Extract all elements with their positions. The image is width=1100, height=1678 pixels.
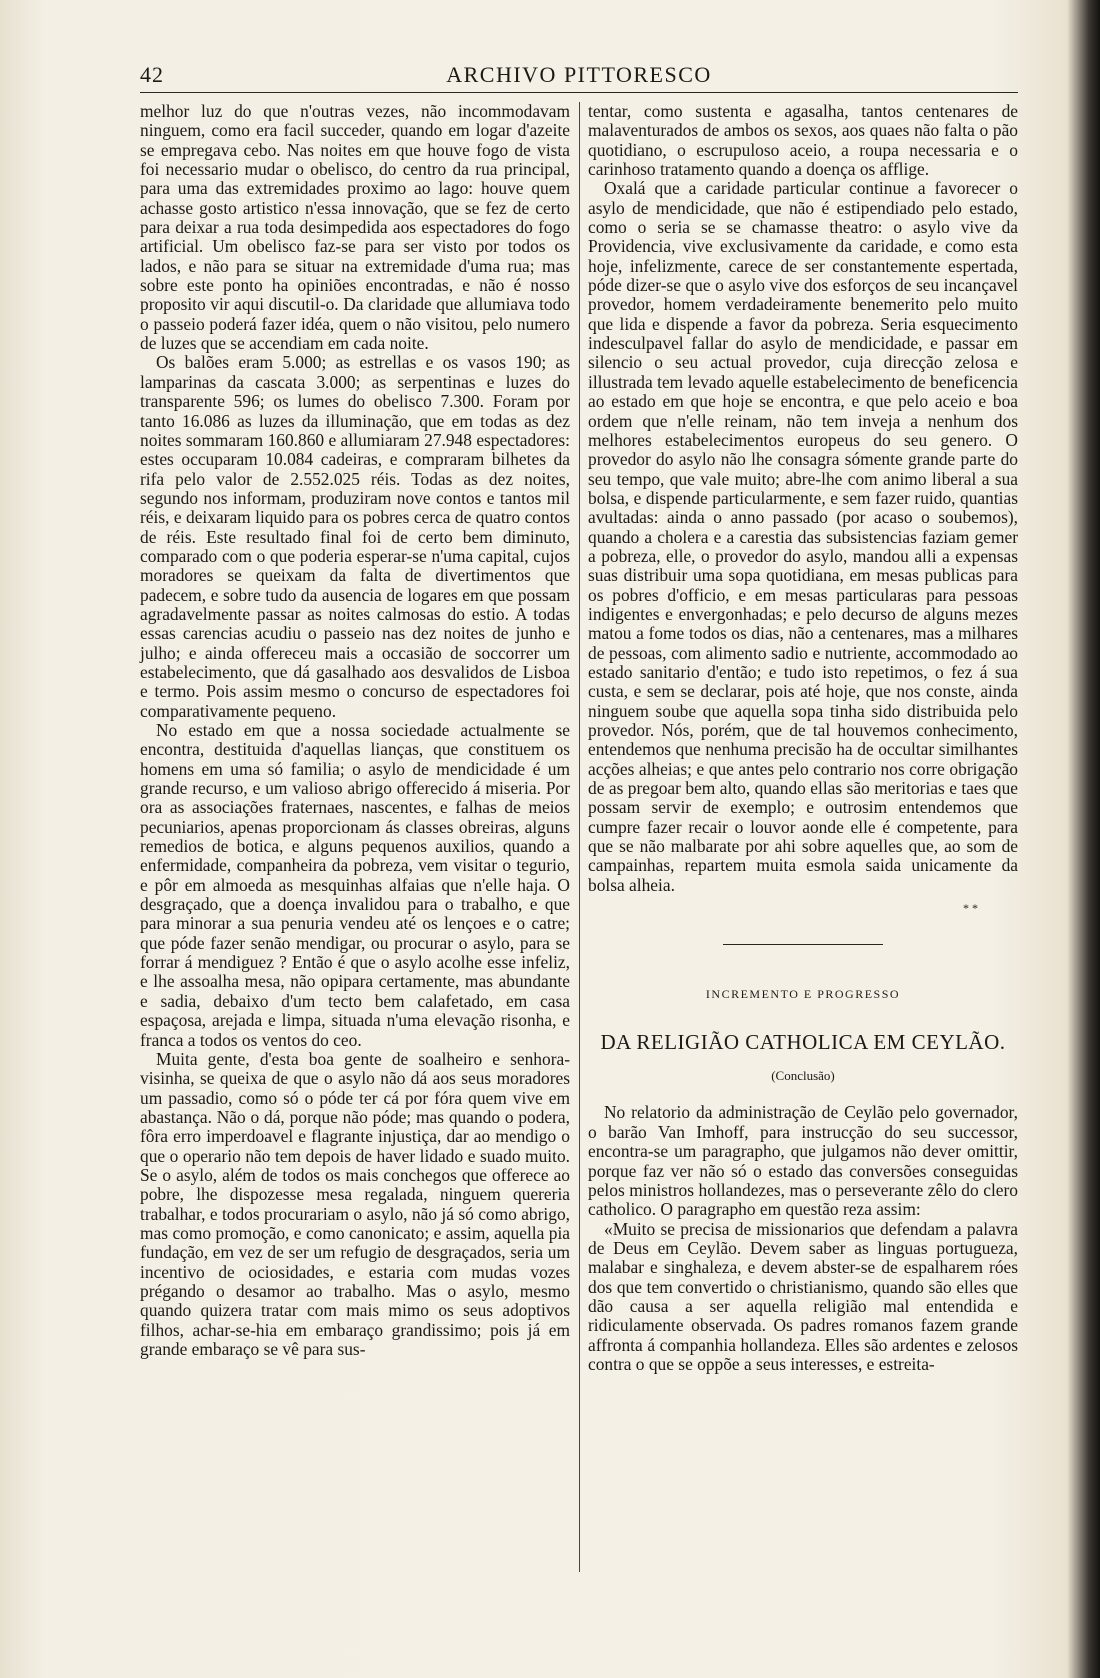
- section-kicker: INCREMENTO E PROGRESSO: [705, 987, 901, 1002]
- left-column: [140, 102, 570, 1359]
- running-title: ARCHIVO PITTORESCO: [446, 62, 712, 87]
- right-column: [588, 102, 1018, 1374]
- paragraph: melhor luz do que n'outras vezes, não incommodavam ninguem, como era facil succeder, quando em logar d'azeite se empregava cebo. Nas noites em que houve fogo de vista foi necessario mudar o obelisco, do centro da rua principal, para uma das extremidades proximo ao lago: houve quem achasse gosto artistico n'essa innovação, que se fez de certo para deixar a rua toda desimpedida aos espectadores do fogo artificial. Um obelisco faz-se para ser visto por todos os lados, e não para se situar na extremidade d'uma rua; mas sobre este ponto ha opiniões encontradas, e não é nosso proposito vir aqui discutil-o. Da claridade que allumiava todo o passeio poderá fazer idéa, quem o não visitou, pelo numero de luzes que se accendiam em cada noite.: [140, 101, 570, 354]
- author-signature: * *: [963, 901, 978, 916]
- section-note: (Conclusão): [771, 1068, 835, 1084]
- paragraph: Oxalá que a caridade particular continue a favorecer o asylo de mendicidade, que não é estipendiado pelo estado, como o seria se se chamasse theatro: o asylo vive da Providencia, vive exclusivamente da caridade, e como esta hoje, infelizmente, carece de ser constantemente espertada, póde dizer-se que o asylo vive dos esforços de seu incançavel provedor, homem verdadeiramente benemerito pelo muito que lida e dispende a favor da pobreza. Seria esquecimento indesculpavel fallar do asylo de mendicidade, e passar em silencio o seu actual provedor, cuja direcção zelosa e illustrada tem levado aquelle estabelecimento de beneficencia ao estado em que hoje se encontra, e que pelo aceio e boa ordem que n'elle reinam, não tem inveja a nenhum dos melhores estabelecimentos europeus do seu genero. O provedor do asylo não lhe consagra sómente grande parte do seu tempo, que vale muito; abre-lhe com animo liberal a sua bolsa, e dispende particularmente, e sem fazer ruido, quantias avultadas: ainda o anno passado (por acaso o soubemos), quando a cholera e a carestia das subsistencias faziam gemer a pobreza, elle, o provedor do asylo, mandou alli a expensas suas distribuir uma sopa quotidiana, em mesas publicas para os pobres d'officio, e em mesas particularas para pessoas indigentes e envergonhadas; e pelo decurso de alguns mezes matou a fome todos os dias, não a centenares, mas a milhares de pessoas, com alimento sadio e nutriente, accommodado ao estado sanitario d'então; e tudo isto repetimos, o fez á sua custa, e sem se declarar, pois até hoje, que nos conste, ainda ninguem soube que aquella sopa tinha sido distribuida pelo provedor. Nós, porém, que de tal houvemos conhecimento, entendemos que nenhuma precisão ha de occultar similhantes acções alheias; e que antes pelo contrario nos corre obrigação de as pregoar bem alto, quando ellas são meritorias e taes que possam servir de exemplo; e outrosim entendemos que cumpre fazer recair o louvor aonde elle é competente, para que se não malbarate por ahi sobre aquelles que, ao som de campainhas, repartem muita esmola saida unicamente da bolsa alheia.: [588, 178, 1018, 895]
- paragraph: No estado em que a nossa sociedade actualmente se encontra, destituida d'aquellas lianças, que constituem os homens em uma só familia; o asylo de mendicidade é um grande recurso, e um valioso abrigo offerecido á miseria. Por ora as associações fraternaes, nascentes, e falhas de meios pecuniarios, apenas proporcionam ás classes obreiras, alguns remedios de botica, e alguns pequenos auxilios, quando a enfermidade, companheira da pobreza, vem visitar o tegurio, e pôr em almoeda as mesquinhas alfaias que n'elle haja. O desgraçado, que a doença invalidou para o trabalho, e que para minorar a sua penuria vendeu até os lençoes e o catre; que póde fazer senão mendigar, ou procurar o asylo, para se forrar á mendiguez ? Então é que o asylo acolhe esse infeliz, e lhe assoalha mesa, não opipara certamente, mas abundante e sadia, debaixo d'um tecto bem calafetado, em casa espaçosa, arejada e limpa, situada n'uma elevação risonha, e franca a todos os ventos do ceo.: [140, 720, 570, 1050]
- column-divider: [579, 102, 580, 1572]
- paragraph: tentar, como sustenta e agasalha, tantos centenares de malaventurados de ambos os sexos, aos quaes não falta o pão quotidiano, o escrupuloso aceio, a roupa necessaria e o carinhoso tratamento quando a doença os afflige.: [588, 101, 1018, 180]
- page-number: 42: [140, 62, 164, 87]
- paragraph: No relatorio da administração de Ceylão pelo governador, o barão Van Imhoff, para instrucção do seu successor, encontra-se um paragrapho, que julgamos não dever omittir, porque faz ver não só o estado das conversões conseguidas pelos ministros hollandezes, mas o perseverante zêlo do clero catholico. O paragrapho em questão reza assim:: [588, 1102, 1018, 1220]
- section-divider: [723, 944, 883, 945]
- paragraph: Muita gente, d'esta boa gente de soalheiro e senhora-visinha, se queixa de que o asylo não dá aos seus moradores um passadio, como só o póde ter cá por fóra quem vive em abastança. Não o dá, porque não póde; mas quando o podera, fôra erro imperdoavel e flagrante injustiça, dar ao mendigo o que o operario não tem depois de haver lidado e suado muito. Se o asylo, além de todos os mais conchegos que offerece ao pobre, lhe dispozesse mesa regalada, ninguem quereria trabalhar, e todos procurariam o asylo, não já só como abrigo, mas como promoção, e como canonicato; e assim, aquella pia fundação, em vez de ser um refugio de desgraçados, seria um incentivo de ociosidades, e estaria com mudas vozes prégando o desamor ao trabalho. Mas o asylo, mesmo quando quizera tratar com mais mimo os seus adoptivos filhos, achar-se-hia em embaraço grandissimo; pois já em grande embaraço se vê para sus-: [140, 1048, 570, 1359]
- section-title: DA RELIGIÃO CATHOLICA EM CEYLÃO.: [600, 1029, 1006, 1054]
- paragraph: Os balões eram 5.000; as estrellas e os vasos 190; as lamparinas da cascata 3.000; as serpentinas e luzes do transparente 596; os lumes do obelisco 7.300. Foram por tanto 16.086 as luzes da illuminação, que em todas as dez noites sommaram 160.860 e allumiaram 27.948 espectadores: estes occuparam 10.084 cadeiras, e compraram bilhetes da rifa pelo valor de 2.552.025 réis. Todas as dez noites, segundo nos informam, produziram nove contos e tantos mil réis, e deixaram liquido para os pobres cerca de quatro contos de réis. Este resultado final foi de certo bem diminuto, comparado com o que poderia esperar-se n'uma capital, cujos moradores se queixam da falta de divertimentos que padecem, e sobre tudo da ausencia de logares em que possam agradavelmente passar as noites calmosas do estio. A todas essas carencias acudiu o passeio nas dez noites de junho e julho; e ainda offereceu mais a occasião de soccorrer um estabelecimento, que dá gasalhado aos desvalidos de Lisboa e termo. Pois assim mesmo o concurso de espectadores foi comparativamente pequeno.: [140, 352, 570, 721]
- running-header: [140, 60, 1018, 93]
- paragraph: «Muito se precisa de missionarios que defendam a palavra de Deus em Ceylão. Devem saber as linguas portugueza, malabar e singhaleza, e devem abster-se de espalharem róes dos que tem convertido o christianismo, quando são elles que dão causa a ser aquella religião mal entendida e ridiculamente observada. Os padres romanos fazem grande affronta á companhia hollandeza. Elles são ardentes e zelosos contra o que se oppõe a seus interesses, e estreita-: [588, 1218, 1018, 1374]
